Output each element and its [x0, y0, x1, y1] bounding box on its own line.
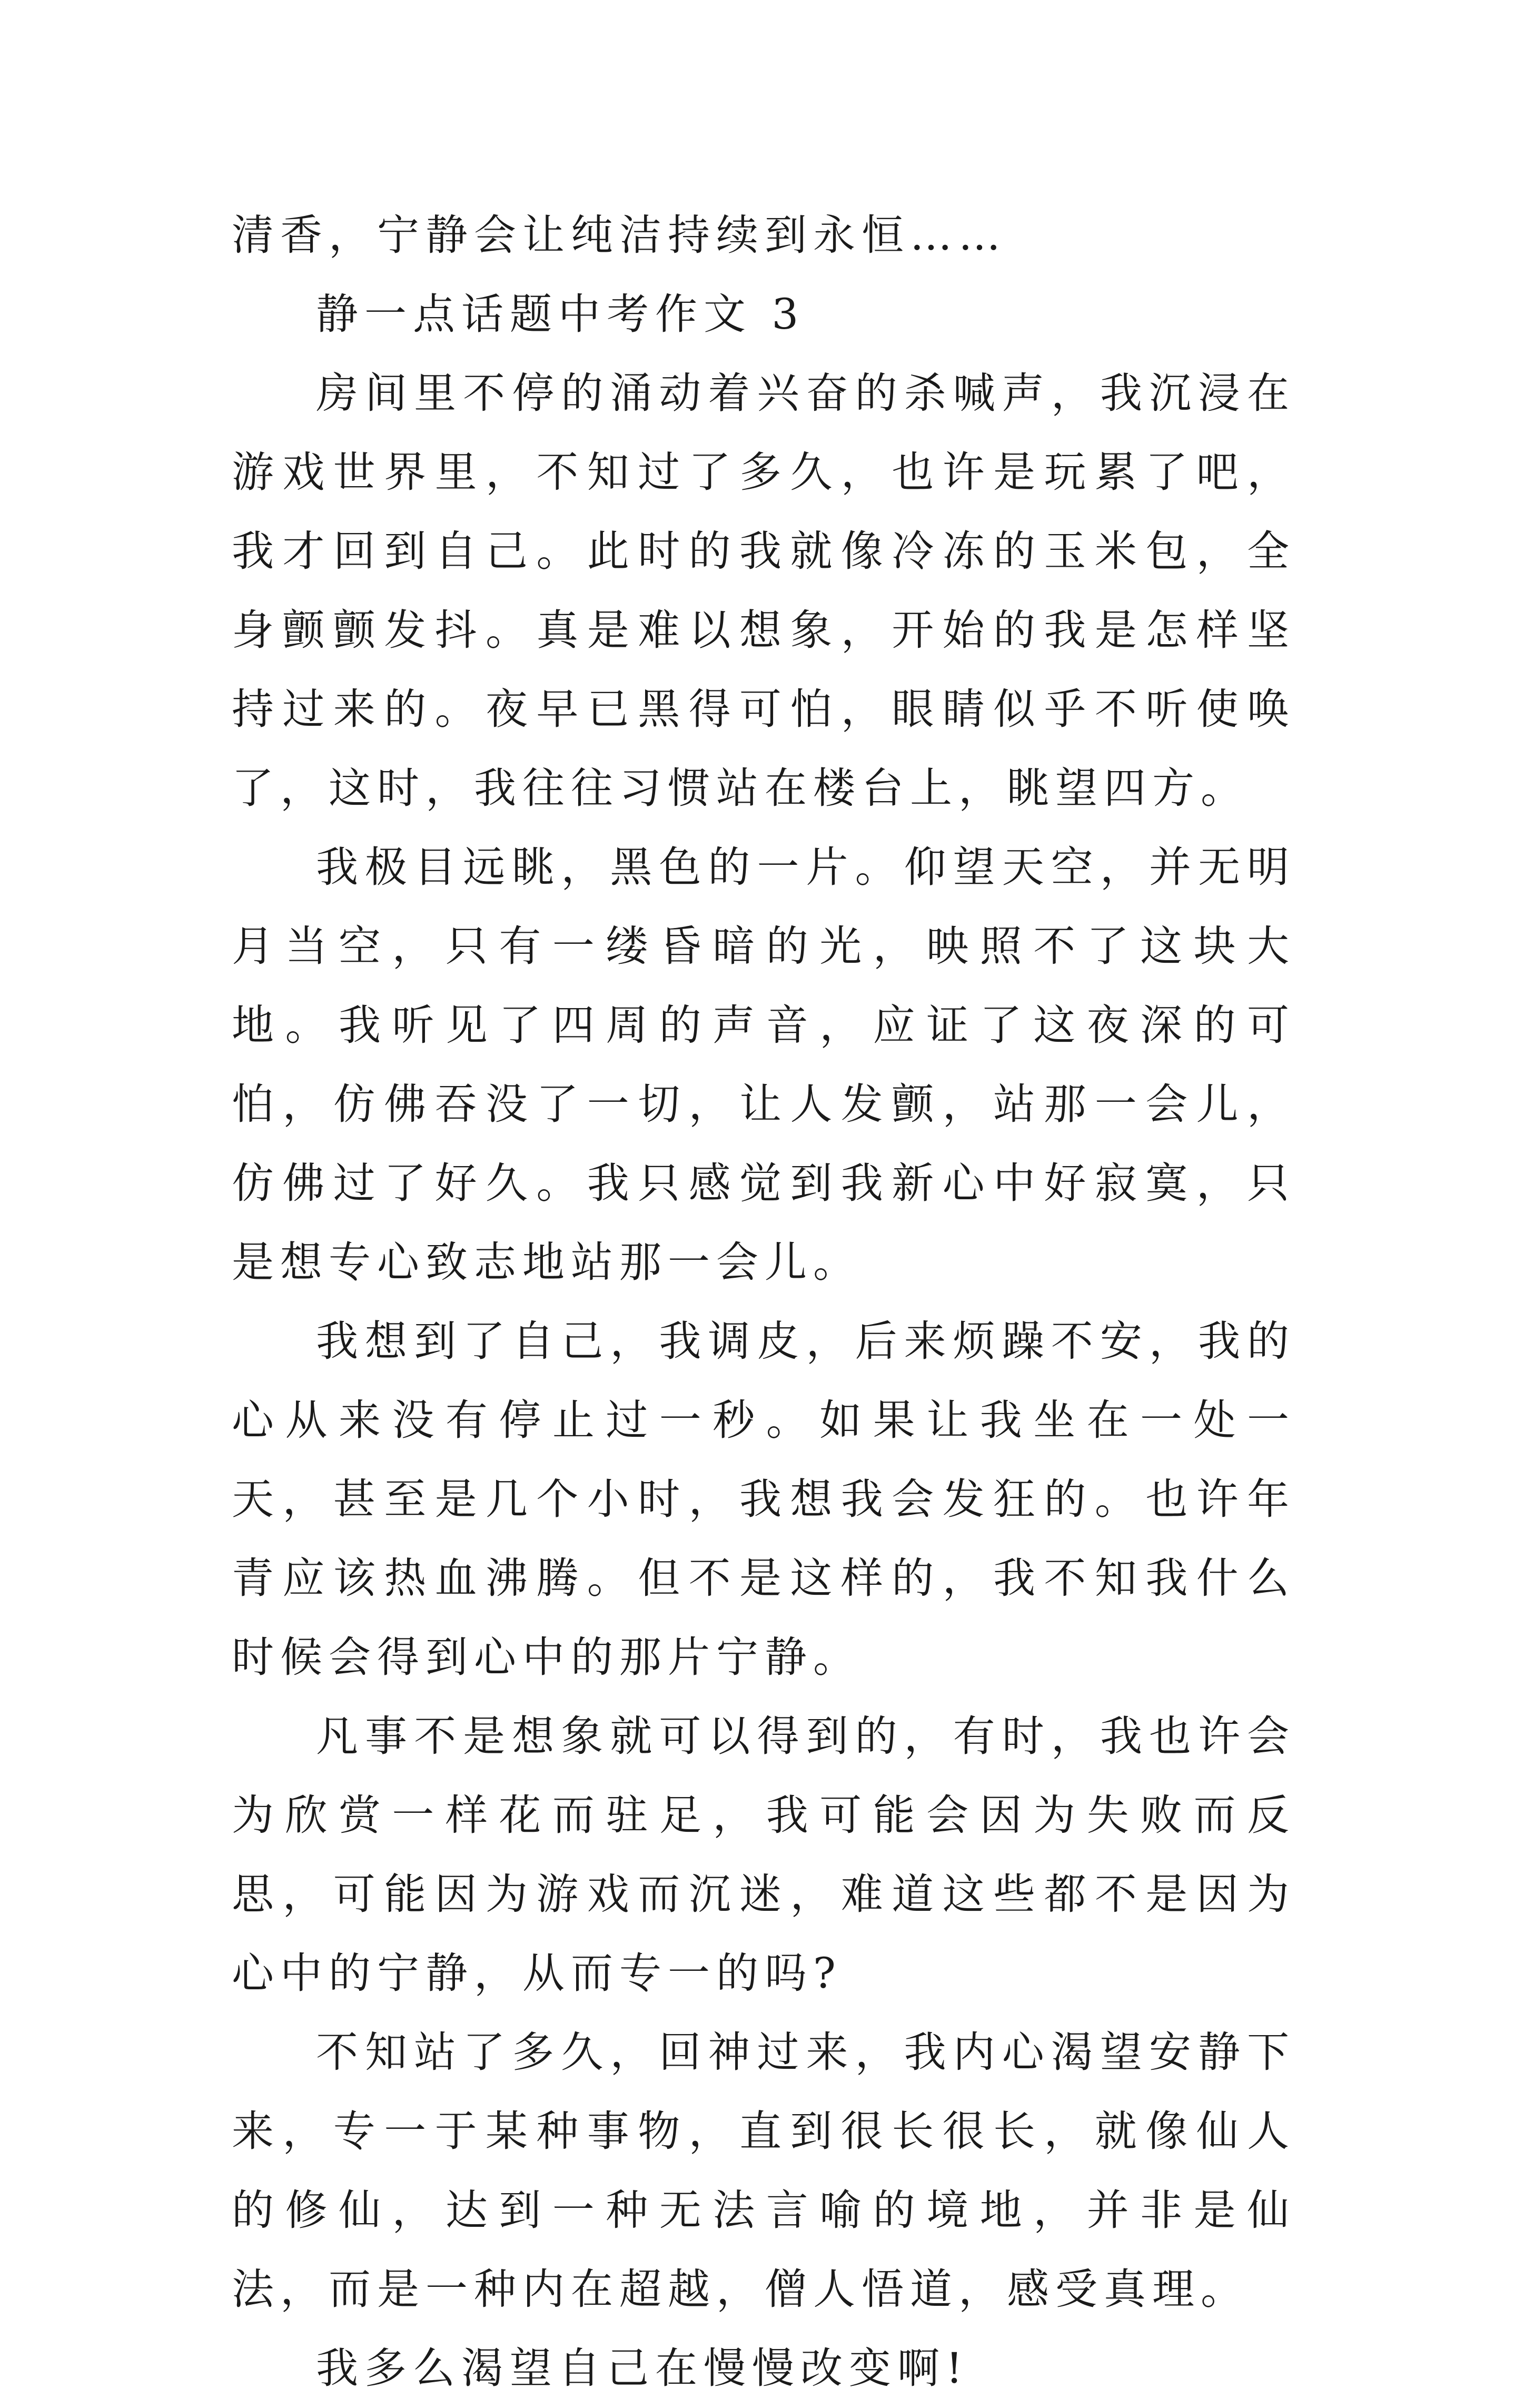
paragraph: 房间里不停的涌动着兴奋的杀喊声，我沉浸在游戏世界里，不知过了多久，也许是玩累了吧，我才回到自己。此时的我就像冷冻的玉米包，全身颤颤发抖。真是难以想象，开始的我是怎样坚持过来的。夜早已黑得可怕，眼睛似乎不听使唤了，这时，我往往习惯站在楼台上，眺望四方。 [232, 369, 1295, 813]
paragraph: 我多么渴望自己在慢慢改变啊! [316, 2344, 969, 2393]
paragraph: 凡事不是想象就可以得到的，有时，我也许会为欣赏一样花而驻足，我可能会因为失败而反思，可能因为游戏而沉迷，难道这些都不是因为心中的宁静，从而专一的吗? [232, 1712, 1295, 1998]
paragraph-continuation: 清香，宁静会让纯洁持续到永恒…… [232, 211, 1007, 260]
paragraph: 我想到了自己，我调皮，后来烦躁不安，我的心从来没有停止过一秒。如果让我坐在一处一天，甚至是几个小时，我想我会发狂的。也许年青应该热血沸腾。但不是这样的，我不知我什么时候会得到心中的那片宁静。 [232, 1317, 1295, 1682]
essay-body [232, 196, 1295, 2408]
paragraph: 不知站了多久，回神过来，我内心渴望安静下来，专一于某种事物，直到很长很长，就像仙人的修仙，达到一种无法言喻的境地，并非是仙法，而是一种内在超越，僧人悟道，感受真理。 [232, 2028, 1295, 2314]
essay-title: 静一点话题中考作文 3 [316, 290, 805, 339]
paragraph: 我极目远眺，黑色的一片。仰望天空，并无明月当空，只有一缕昏暗的光，映照不了这块大地。我听见了四周的声音，应证了这夜深的可怕，仿佛吞没了一切，让人发颤，站那一会儿，仿佛过了好久。我只感觉到我新心中好寂寞，只是想专心致志地站那一会儿。 [232, 843, 1295, 1287]
